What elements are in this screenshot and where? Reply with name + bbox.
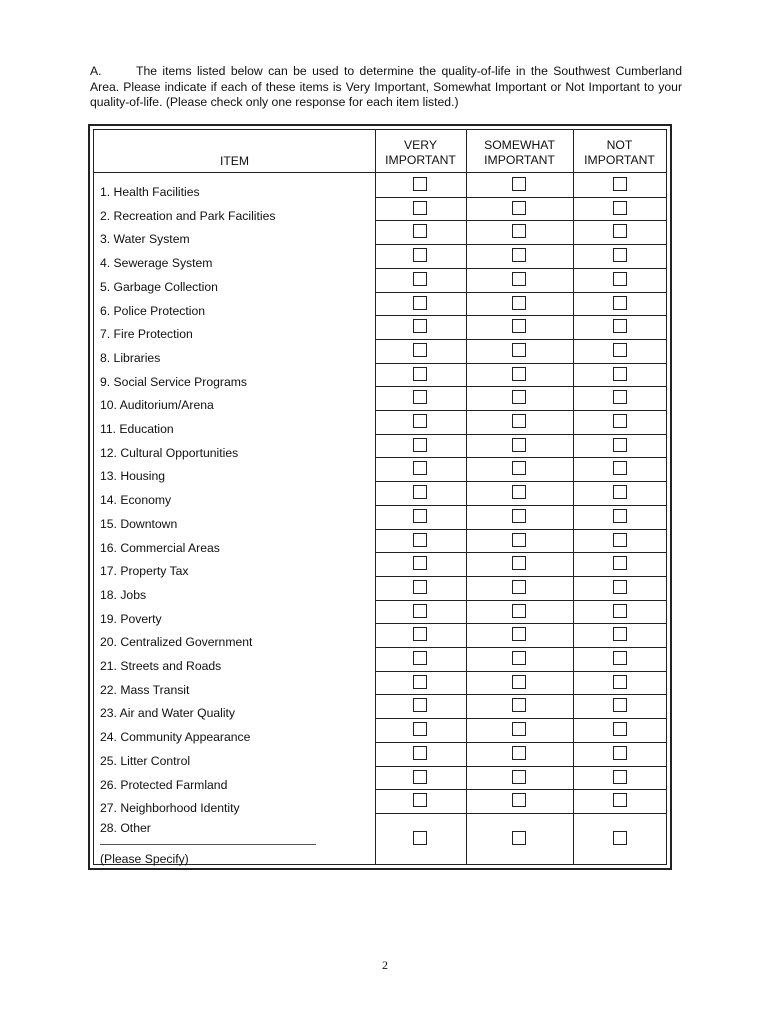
checkbox-somewhat-important[interactable] <box>512 224 526 238</box>
item-label: 19. Poverty <box>100 611 162 626</box>
checkbox-not-important[interactable] <box>613 722 627 736</box>
item-label: 26. Protected Farmland <box>100 777 228 792</box>
checkbox-not-important[interactable] <box>613 367 627 381</box>
header-divider <box>94 172 666 173</box>
checkbox-somewhat-important[interactable] <box>512 438 526 452</box>
checkbox-very-important[interactable] <box>413 461 427 475</box>
checkbox-not-important[interactable] <box>613 651 627 665</box>
checkbox-somewhat-important[interactable] <box>512 651 526 665</box>
checkbox-somewhat-important[interactable] <box>512 627 526 641</box>
column-divider <box>466 130 467 864</box>
checkbox-very-important[interactable] <box>413 604 427 618</box>
row-divider <box>375 315 666 316</box>
checkbox-somewhat-important[interactable] <box>512 272 526 286</box>
checkbox-somewhat-important[interactable] <box>512 604 526 618</box>
row-divider <box>375 339 666 340</box>
checkbox-very-important[interactable] <box>413 367 427 381</box>
row-divider <box>375 505 666 506</box>
row-divider <box>375 623 666 624</box>
item-label: 28. Other <box>100 820 151 835</box>
row-divider <box>375 742 666 743</box>
item-label: 16. Commercial Areas <box>100 540 220 555</box>
item-label: 1. Health Facilities <box>100 185 200 199</box>
checkbox-somewhat-important[interactable] <box>512 461 526 475</box>
row-divider <box>375 694 666 695</box>
checkbox-very-important[interactable] <box>413 485 427 499</box>
checkbox-somewhat-important[interactable] <box>512 509 526 523</box>
column-divider <box>573 130 574 864</box>
checkbox-very-important[interactable] <box>413 343 427 357</box>
row-divider <box>375 671 666 672</box>
item-label: 11. Education <box>100 422 174 436</box>
checkbox-very-important[interactable] <box>413 651 427 665</box>
row-divider <box>375 552 666 553</box>
row-divider <box>375 268 666 269</box>
row-divider <box>375 766 666 767</box>
header-somewhat-line1: SOMEWHAT <box>484 138 555 152</box>
header-very-important <box>375 138 466 168</box>
header-not-line2: IMPORTANT <box>584 153 655 167</box>
checkbox-somewhat-important[interactable] <box>512 177 526 191</box>
other-specify-blank[interactable] <box>100 844 316 845</box>
please-specify-label: (Please Specify) <box>100 852 189 866</box>
item-label: 27. Neighborhood Identity <box>100 801 240 816</box>
checkbox-somewhat-important[interactable] <box>512 390 526 404</box>
item-label: 13. Housing <box>100 469 166 484</box>
checkbox-not-important[interactable] <box>613 556 627 570</box>
checkbox-not-important[interactable] <box>613 793 627 807</box>
item-label: 9. Social Service Programs <box>100 374 247 389</box>
checkbox-somewhat-important[interactable] <box>512 831 526 845</box>
checkbox-not-important[interactable] <box>613 604 627 618</box>
row-divider <box>375 481 666 482</box>
row-divider <box>375 434 666 435</box>
checkbox-very-important[interactable] <box>413 770 427 784</box>
header-very-line1: VERY <box>404 138 437 152</box>
checkbox-very-important[interactable] <box>413 224 427 238</box>
checkbox-not-important[interactable] <box>613 343 627 357</box>
checkbox-very-important[interactable] <box>413 414 427 428</box>
checkbox-not-important[interactable] <box>613 461 627 475</box>
checkbox-very-important[interactable] <box>413 272 427 286</box>
checkbox-not-important[interactable] <box>613 296 627 310</box>
header-not-important <box>573 138 666 168</box>
checkbox-very-important[interactable] <box>413 438 427 452</box>
checkbox-somewhat-important[interactable] <box>512 746 526 760</box>
row-divider <box>375 292 666 293</box>
checkbox-somewhat-important[interactable] <box>512 319 526 333</box>
checkbox-somewhat-important[interactable] <box>512 722 526 736</box>
item-label: 25. Litter Control <box>100 753 191 768</box>
header-very-line2: IMPORTANT <box>385 153 456 167</box>
checkbox-not-important[interactable] <box>613 319 627 333</box>
checkbox-somewhat-important[interactable] <box>512 367 526 381</box>
item-label: 21. Streets and Roads <box>100 659 222 673</box>
checkbox-not-important[interactable] <box>613 485 627 499</box>
checkbox-not-important[interactable] <box>613 414 627 428</box>
item-label: 14. Economy <box>100 493 172 508</box>
row-divider <box>375 718 666 719</box>
row-divider <box>375 647 666 648</box>
header-item: ITEM <box>219 154 250 168</box>
checkbox-very-important[interactable] <box>413 627 427 641</box>
checkbox-somewhat-important[interactable] <box>512 201 526 215</box>
checkbox-very-important[interactable] <box>413 390 427 404</box>
checkbox-not-important[interactable] <box>613 770 627 784</box>
checkbox-very-important[interactable] <box>413 533 427 547</box>
row-divider <box>375 220 666 221</box>
column-divider <box>375 130 376 864</box>
item-label: 7. Fire Protection <box>100 327 193 342</box>
item-label: 23. Air and Water Quality <box>100 706 236 721</box>
checkbox-very-important[interactable] <box>413 698 427 712</box>
checkbox-not-important[interactable] <box>613 533 627 547</box>
item-label: 6. Police Protection <box>100 303 206 318</box>
checkbox-not-important[interactable] <box>613 438 627 452</box>
item-label: 17. Property Tax <box>100 564 189 579</box>
row-divider <box>375 789 666 790</box>
checkbox-not-important[interactable] <box>613 201 627 215</box>
row-divider <box>375 244 666 245</box>
checkbox-not-important[interactable] <box>613 580 627 594</box>
item-label: 8. Libraries <box>100 350 161 365</box>
item-label: 10. Auditorium/Arena <box>100 398 214 413</box>
item-label: 5. Garbage Collection <box>100 279 218 294</box>
row-divider <box>375 410 666 411</box>
row-divider <box>375 386 666 387</box>
checkbox-very-important[interactable] <box>413 746 427 760</box>
checkbox-somewhat-important[interactable] <box>512 580 526 594</box>
checkbox-somewhat-important[interactable] <box>512 343 526 357</box>
checkbox-somewhat-important[interactable] <box>512 793 526 807</box>
checkbox-not-important[interactable] <box>613 675 627 689</box>
item-label: 15. Downtown <box>100 516 178 531</box>
checkbox-very-important[interactable] <box>413 509 427 523</box>
item-label: 3. Water System <box>100 232 190 247</box>
checkbox-not-important[interactable] <box>613 224 627 238</box>
page-number: 2 <box>382 958 388 972</box>
checkbox-very-important[interactable] <box>413 580 427 594</box>
checkbox-very-important[interactable] <box>413 793 427 807</box>
checkbox-somewhat-important[interactable] <box>512 770 526 784</box>
row-divider <box>375 197 666 198</box>
checkbox-very-important[interactable] <box>413 296 427 310</box>
row-divider <box>375 457 666 458</box>
checkbox-not-important[interactable] <box>613 272 627 286</box>
checkbox-not-important[interactable] <box>613 698 627 712</box>
checkbox-somewhat-important[interactable] <box>512 414 526 428</box>
checkbox-somewhat-important[interactable] <box>512 698 526 712</box>
checkbox-somewhat-important[interactable] <box>512 296 526 310</box>
row-divider <box>375 529 666 530</box>
checkbox-very-important[interactable] <box>413 831 427 845</box>
checkbox-not-important[interactable] <box>613 177 627 191</box>
header-not-line1: NOT <box>606 138 633 152</box>
row-divider <box>375 813 666 814</box>
checkbox-somewhat-important[interactable] <box>512 485 526 499</box>
checkbox-not-important[interactable] <box>613 390 627 404</box>
item-label: 24. Community Appearance <box>100 730 251 745</box>
checkbox-very-important[interactable] <box>413 248 427 262</box>
checkbox-not-important[interactable] <box>613 627 627 641</box>
item-label: 12. Cultural Opportunities <box>100 445 239 460</box>
row-divider <box>375 600 666 601</box>
item-label: 18. Jobs <box>100 587 147 602</box>
item-label: 2. Recreation and Park Facilities <box>100 208 276 223</box>
checkbox-very-important[interactable] <box>413 722 427 736</box>
checkbox-somewhat-important[interactable] <box>512 533 526 547</box>
item-label: 4. Sewerage System <box>100 256 213 271</box>
checkbox-not-important[interactable] <box>613 248 627 262</box>
checkbox-somewhat-important[interactable] <box>512 675 526 689</box>
checkbox-very-important[interactable] <box>413 177 427 191</box>
checkbox-somewhat-important[interactable] <box>512 556 526 570</box>
survey-table <box>88 124 672 870</box>
header-somewhat-line2: IMPORTANT <box>484 153 555 167</box>
row-divider <box>375 363 666 364</box>
checkbox-very-important[interactable] <box>413 319 427 333</box>
checkbox-not-important[interactable] <box>613 509 627 523</box>
checkbox-not-important[interactable] <box>613 831 627 845</box>
section-letter: A. <box>90 64 102 78</box>
checkbox-very-important[interactable] <box>413 556 427 570</box>
survey-table-inner <box>93 129 667 865</box>
checkbox-not-important[interactable] <box>613 746 627 760</box>
item-label: 20. Centralized Government <box>100 635 253 650</box>
intro-text: The items listed below can be used to determine the quality-of-life in the Southwest Cumberland Area. Please indicate if each of these items is Very Important, Somewhat Important or Not Important to your quality-of-life. (Please check only one response for each item listed.) <box>90 64 682 109</box>
intro-paragraph <box>90 64 682 111</box>
checkbox-somewhat-important[interactable] <box>512 248 526 262</box>
checkbox-very-important[interactable] <box>413 675 427 689</box>
header-somewhat-important <box>466 138 573 168</box>
checkbox-very-important[interactable] <box>413 201 427 215</box>
row-divider <box>375 576 666 577</box>
item-label: 22. Mass Transit <box>100 682 190 697</box>
